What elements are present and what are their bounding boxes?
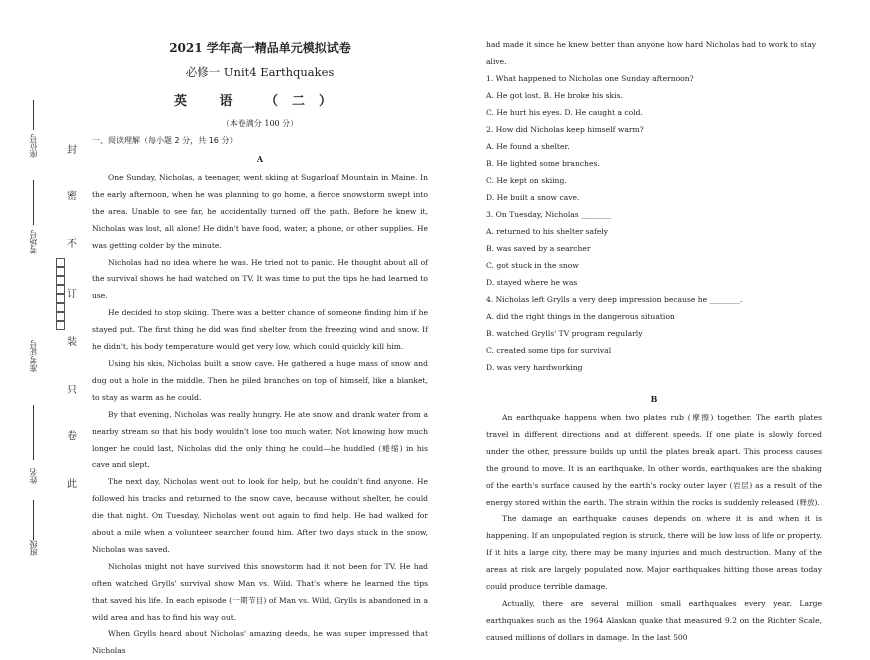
subject-title: 英 语 （二） bbox=[173, 94, 347, 109]
seal-char: 不 bbox=[67, 239, 77, 250]
option-line: C. got stuck in the snow bbox=[486, 261, 579, 270]
option-line: C. created some tips for survival bbox=[486, 346, 612, 355]
ticket-number-boxes bbox=[56, 258, 66, 330]
paragraph: An earthquake happens when two plates rub (摩擦) together. The earth plates travel in different directions and at different speeds. If one plate is slowly forced under the other, pressure builds up until the plates break apart. This process causes the ground to move. It is an earthquake. In other words, earthquakes are the shaking of the earth's surface caused by the earth's rocky outer layer (岩层) as a result of the energy stored within the earth. The strain within the rocks is suddenly released (释放). bbox=[486, 413, 822, 507]
seal-char: 订 bbox=[67, 289, 77, 300]
left-column bbox=[92, 36, 428, 660]
paragraph: The damage an earthquake causes depends on where it is and when it is happening. If an unpopulated region is struck, there will be low loss of life or property. If it hits a large city, there may be many injuries and much destruction. Many of the areas at risk are largely populated now. Major earthquakes hitting those areas today could produce terrible damage. bbox=[486, 514, 822, 592]
seal-char: 此 bbox=[67, 479, 77, 490]
seal-char: 装 bbox=[67, 337, 77, 348]
question-line: 3. On Tuesday, Nicholas ________ bbox=[486, 210, 612, 219]
option-line: B. watched Grylls' TV program regularly bbox=[486, 329, 643, 338]
paragraph: By that evening, Nicholas was really hungry. He ate snow and drank water from a nearby stream so that his body wouldn't lose too much water. Not knowing how much longer he could last, Nicholas did the only thing he could—he huddled (蜷缩) in his cave and slept. bbox=[92, 409, 428, 470]
option-line: A. He got lost. B. He broke his skis. bbox=[486, 91, 623, 100]
seat-label: 座位号 bbox=[29, 134, 38, 158]
right-column bbox=[486, 36, 822, 647]
section-heading: 一、阅读理解（每小题 2 分，共 16 分） bbox=[92, 136, 238, 145]
name-label: 姓名 bbox=[29, 468, 38, 484]
binding-margin bbox=[0, 0, 80, 615]
paragraph: Using his skis, Nicholas built a snow cave. He gathered a huge mass of snow and dug out a hole in the middle. Then he piled branches on top of himself, like a blanket, to stay as warm as he could. bbox=[92, 358, 428, 402]
option-line: B. was saved by a searcher bbox=[486, 244, 591, 253]
option-line: A. returned to his shelter safely bbox=[486, 227, 609, 236]
option-line: B. He lighted some branches. bbox=[486, 159, 600, 168]
question-line: 4. Nicholas left Grylls a very deep impression because he ________. bbox=[486, 295, 743, 304]
paragraph-continuation: had made it since he knew better than anyone how hard Nicholas had to work to stay alive. bbox=[486, 40, 817, 66]
exam-title: 2021 学年高一精品单元模拟试卷 bbox=[169, 41, 351, 55]
option-line: C. He kept on skiing. bbox=[486, 176, 567, 185]
fill-line bbox=[33, 500, 34, 540]
score-note: （本卷满分 100 分） bbox=[221, 119, 299, 128]
fill-line bbox=[33, 180, 34, 225]
option-line: D. He built a snow cave. bbox=[486, 193, 580, 202]
option-line: A. did the right things in the dangerous situation bbox=[486, 312, 675, 321]
question-line: 2. How did Nicholas keep himself warm? bbox=[486, 125, 644, 134]
exam-room-label: 考场号 bbox=[29, 230, 38, 254]
seal-char: 密 bbox=[67, 191, 77, 202]
seal-char: 只 bbox=[67, 385, 77, 396]
fill-line bbox=[33, 405, 34, 460]
paragraph: He decided to stop skiing. There was a better chance of someone finding him if he stayed put. The first thing he did was find shelter from the freezing wind and snow. If he didn't, his body temperature would get very low, which could quickly kill him. bbox=[92, 308, 428, 352]
fill-line bbox=[33, 100, 34, 130]
paragraph: One Sunday, Nicholas, a teenager, went skiing at Sugarloaf Mountain in Maine. In the early afternoon, when he was planning to go home, a fierce snowstorm swept into the area. Unable to see far, he accidentally turned off the path. Before he knew it, Nicholas was lost, all alone! He didn't have food, water, a phone, or other supplies. He was getting colder by the minute. bbox=[92, 173, 428, 250]
paragraph: The next day, Nicholas went out to look for help, but he couldn't find anyone. He followed his tracks and returned to the snow cave, because without shelter, he could die that night. On Tuesday, Nicholas went out again to find help. He had walked for about a mile when a volunteer searcher found him. After two days stuck in the snow, Nicholas was saved. bbox=[92, 477, 428, 554]
paragraph: When Grylls heard about Nicholas' amazing deeds, he was super impressed that Nicholas bbox=[92, 629, 428, 656]
paragraph: Nicholas might not have survived this snowstorm had it not been for TV. He had often watched Grylls' survival show Man vs. Wild. That's where he learned the tips that saved his life. In each episode (一期节目) of Man vs. Wild, Grylls is abandoned in a wild area and has to find his way out. bbox=[92, 561, 428, 622]
seal-char: 封 bbox=[67, 145, 77, 156]
option-line: C. He hurt his eyes. D. He caught a cold. bbox=[486, 108, 643, 117]
option-line: A. He found a shelter. bbox=[486, 142, 570, 151]
paragraph: Actually, there are several million small earthquakes every year. Large earthquakes such as the 1964 Alaskan quake that measured 9.2 on the Richter Scale, caused millions of dollars in damage. In the last 500 bbox=[486, 598, 822, 642]
paragraph: Nicholas had no idea where he was. He tried not to panic. He thought about all of the survival shows he had watched on TV. It was time to put the tips he had learned to use. bbox=[92, 257, 428, 301]
passage-label: A bbox=[256, 154, 264, 164]
option-line: D. stayed where he was bbox=[486, 278, 578, 287]
seal-char: 卷 bbox=[67, 431, 77, 442]
question-line: 1. What happened to Nicholas one Sunday afternoon? bbox=[486, 74, 694, 83]
class-label: 班级 bbox=[29, 540, 38, 556]
option-line: D. was very hardworking bbox=[486, 363, 583, 372]
exam-subtitle: 必修一 Unit4 Earthquakes bbox=[185, 65, 335, 79]
ticket-number-label: 准考证号 bbox=[29, 340, 38, 372]
passage-label: B bbox=[650, 394, 658, 404]
